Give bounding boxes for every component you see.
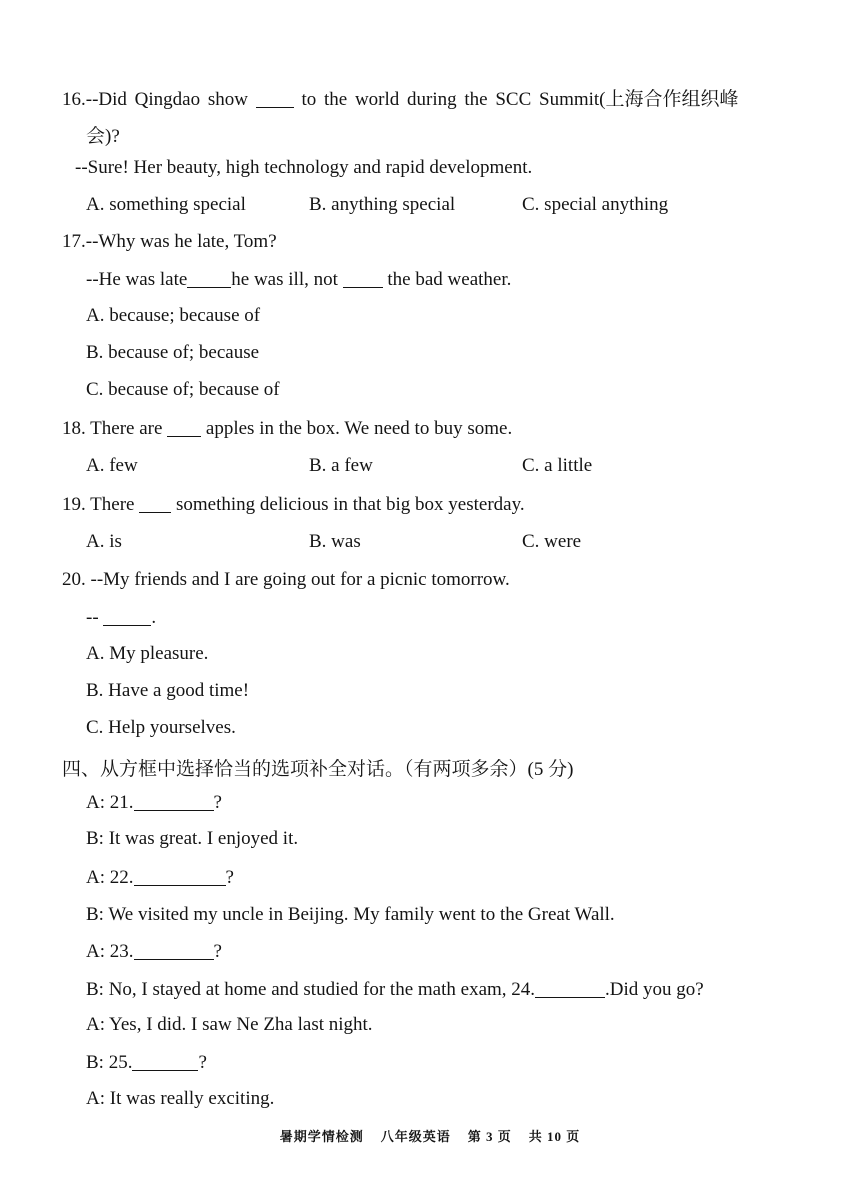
answer-blank [256,88,294,108]
section-heading: 四、从方框中选择恰当的选项补全对话。（有两项多余）(5 分) [62,759,574,780]
question-mark: ? [225,867,234,888]
dialogue-line-b1: B: It was great. I enjoyed it. [86,828,299,849]
question-16-line1 [62,84,739,111]
answer-blank [139,493,171,513]
option-b: B. a few [309,455,373,476]
dialogue-a-prefix: A: 21. [86,792,134,813]
dialogue-line-23 [86,940,222,963]
question-mark: ? [198,1052,207,1073]
question-mark: ? [213,941,222,962]
option-a: A. few [86,455,138,476]
question-19 [62,493,525,516]
q17-text-post: the bad weather. [387,269,512,290]
dialogue-line-21 [86,791,222,814]
answer-blank [187,268,231,288]
option-b: B. Have a good time! [86,680,250,701]
answer-blank [103,606,151,626]
dialogue-line-25 [86,1051,207,1074]
option-c: C. a little [522,455,593,476]
q17-text-mid: he was ill, not [231,269,338,290]
q17-text-pre: --He was late [86,269,188,290]
dialogue-b-text: B: No, I stayed at home and studied for the math exam, 24. [86,979,536,1000]
answer-blank [134,791,214,811]
answer-blank [535,978,605,998]
question-20: 20. --My friends and I are going out for a picnic tomorrow. [62,569,510,590]
option-b: B. because of; because [86,342,260,363]
dialogue-a-prefix: A: 23. [86,941,134,962]
dialogue-a-prefix: A: 22. [86,867,134,888]
q18-text-post: apples in the box. We need to buy some. [205,418,513,439]
dialogue-line-b2: B: We visited my uncle in Beijing. My family went to the Great Wall. [86,904,615,925]
answer-blank [167,417,201,437]
dialogue-line-a4: A: Yes, I did. I saw Ne Zha last night. [86,1014,373,1035]
dialogue-b-text-end: .Did you go? [605,979,704,1000]
answer-blank [134,940,214,960]
q16-text-pre: 16.--Did Qingdao show [62,89,248,110]
option-b: B. was [309,531,361,552]
option-a: A. My pleasure. [86,643,209,664]
question-16-line2: 会)? [86,126,120,147]
answer-blank [343,268,383,288]
page-footer: 暑期学情检测 八年级英语 第 3 页 共 10 页 [279,1129,581,1144]
q16-text-post: to the world during the SCC Summit(上海合作组织峰 [301,89,739,110]
q19-text-post: something delicious in that big box yesterday. [175,494,525,515]
q19-text-pre: 19. There [62,494,135,515]
option-c: C. were [522,531,582,552]
q20-reply-end: . [151,607,157,628]
question-17-answer [86,268,511,291]
question-16-answer: --Sure! Her beauty, high technology and rapid development. [75,157,533,178]
question-17: 17.--Why was he late, Tom? [62,231,277,252]
answer-blank [132,1051,198,1071]
q18-text-pre: 18. There are [62,418,163,439]
question-mark: ? [213,792,222,813]
option-a: A. something special [86,194,246,215]
question-18 [62,417,512,440]
q20-reply-dash: -- [86,607,99,628]
question-20-reply [86,606,156,629]
dialogue-line-22 [86,866,234,889]
option-b: B. anything special [309,194,456,215]
dialogue-line-24 [86,978,704,1001]
answer-blank [134,866,226,886]
option-c: C. special anything [522,194,669,215]
dialogue-b-prefix: B: 25. [86,1052,133,1073]
option-a: A. because; because of [86,305,261,326]
option-c: C. because of; because of [86,379,280,400]
option-a: A. is [86,531,122,552]
option-c: C. Help yourselves. [86,717,236,738]
dialogue-line-a5: A: It was really exciting. [86,1088,275,1109]
